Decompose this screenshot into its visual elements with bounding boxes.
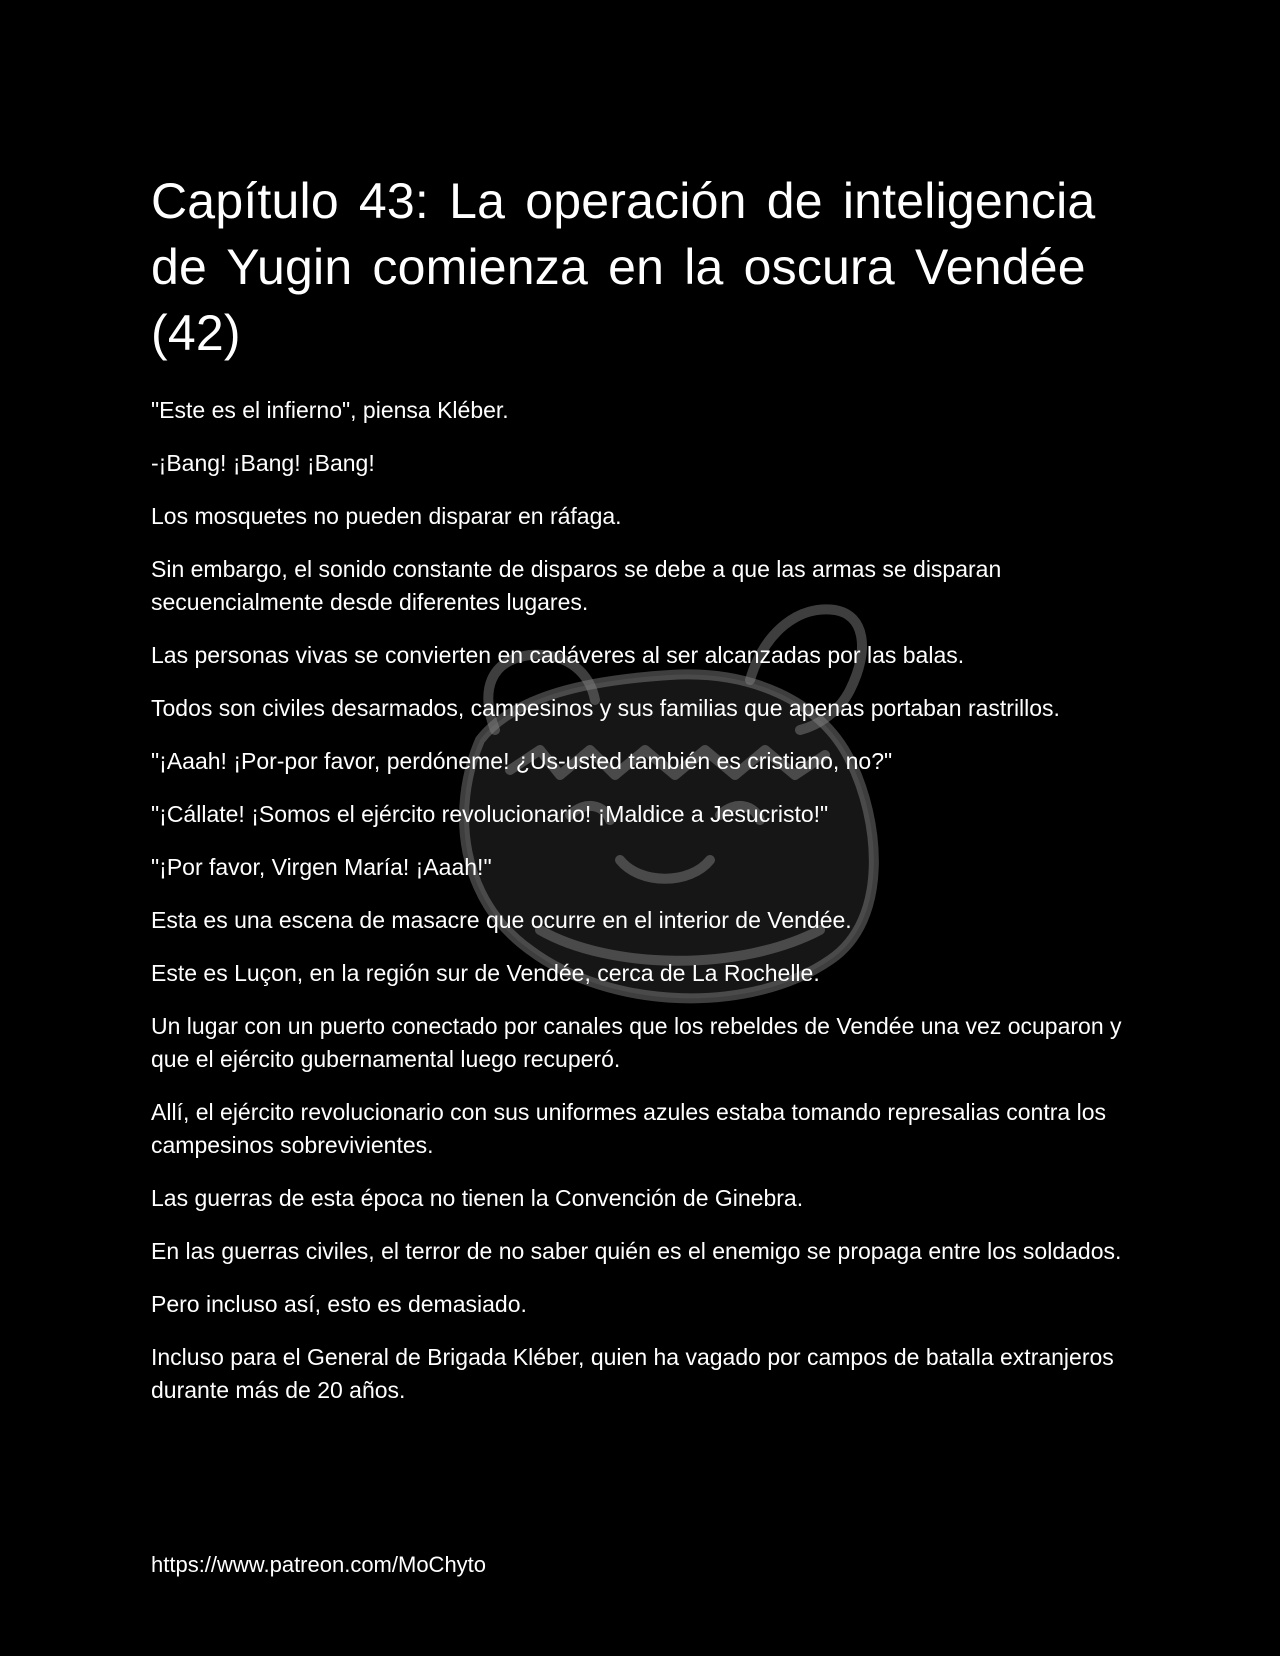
paragraph: Incluso para el General de Brigada Kléber, quien ha vagado por campos de batalla extranjeros durante más de 20 años. — [151, 1344, 1114, 1403]
paragraph: Las guerras de esta época no tienen la Convención de Ginebra. — [151, 1185, 804, 1211]
paragraph: Este es Luçon, en la región sur de Vendée, cerca de La Rochelle. — [151, 960, 820, 986]
paragraph: Un lugar con un puerto conectado por canales que los rebeldes de Vendée una vez ocuparon y que el ejército gubernamental luego recuperó. — [151, 1013, 1122, 1072]
paragraph: Las personas vivas se convierten en cadáveres al ser alcanzadas por las balas. — [151, 642, 965, 668]
paragraph: En las guerras civiles, el terror de no saber quién es el enemigo se propaga entre los soldados. — [151, 1238, 1122, 1264]
paragraph: Sin embargo, el sonido constante de disparos se debe a que las armas se disparan secuencialmente desde diferentes lugares. — [151, 556, 1002, 615]
paragraph: "¡Aaah! ¡Por-por favor, perdóneme! ¿Us-usted también es cristiano, no?" — [151, 748, 893, 774]
paragraph: Pero incluso así, esto es demasiado. — [151, 1291, 527, 1317]
document-content — [151, 168, 1131, 1427]
paragraph: Los mosquetes no pueden disparar en ráfaga. — [151, 503, 622, 529]
patreon-link[interactable]: https://www.patreon.com/MoChyto — [151, 1552, 487, 1577]
paragraph: Allí, el ejército revolucionario con sus uniformes azules estaba tomando represalias contra los campesinos sobrevivientes. — [151, 1099, 1106, 1158]
chapter-title: Capítulo 43: La operación de inteligencia de Yugin comienza en la oscura Vendée (42) — [151, 173, 1096, 361]
paragraph: "¡Por favor, Virgen María! ¡Aaah!" — [151, 854, 492, 880]
paragraph: -¡Bang! ¡Bang! ¡Bang! — [151, 450, 375, 476]
paragraph: Todos son civiles desarmados, campesinos y sus familias que apenas portaban rastrillos. — [151, 695, 1060, 721]
paragraph: "Este es el infierno", piensa Kléber. — [151, 397, 509, 423]
paragraph: Esta es una escena de masacre que ocurre en el interior de Vendée. — [151, 907, 852, 933]
paragraph: "¡Cállate! ¡Somos el ejército revolucionario! ¡Maldice a Jesucristo!" — [151, 801, 829, 827]
